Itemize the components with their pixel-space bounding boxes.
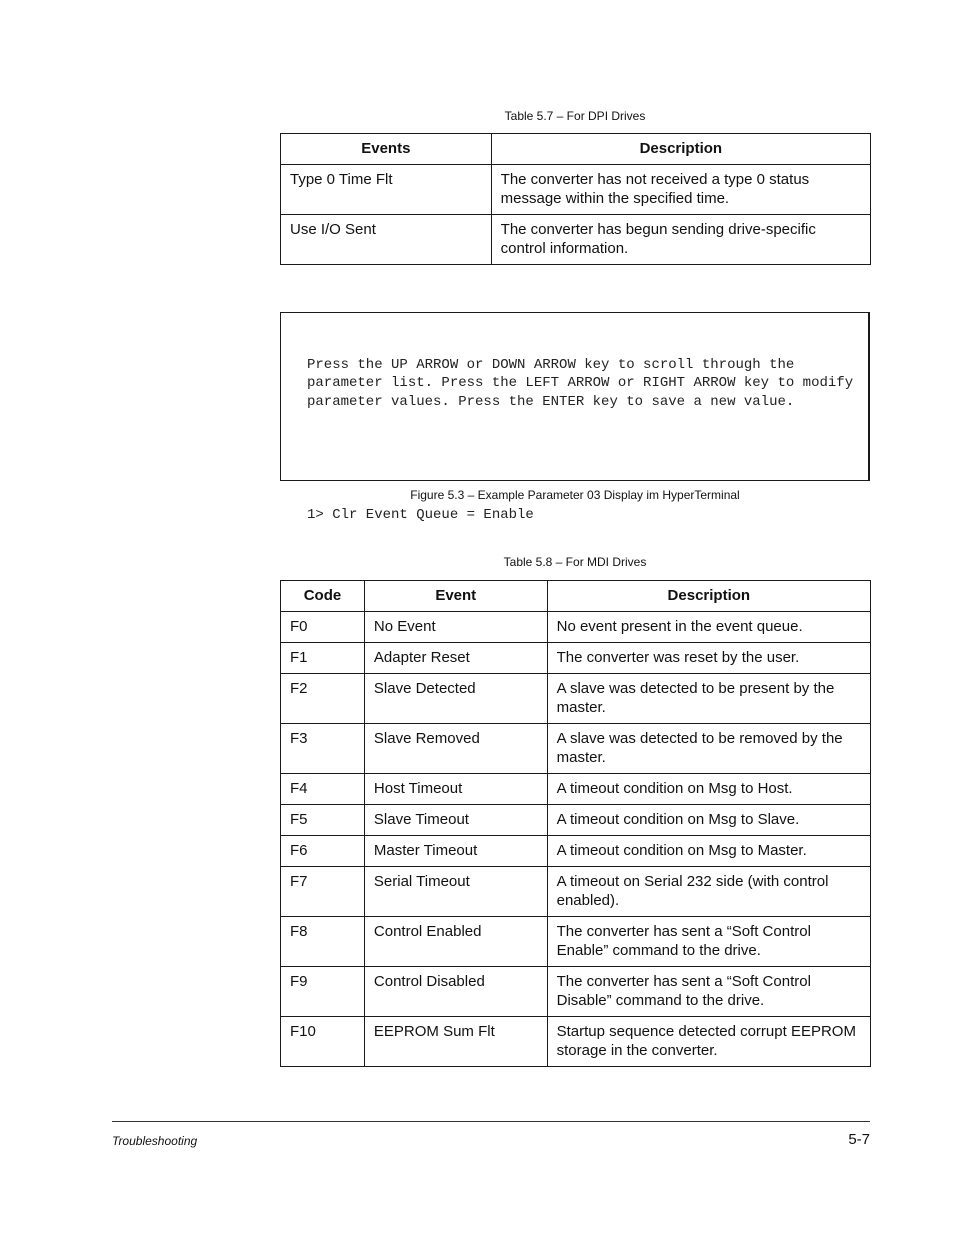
table-row — [281, 165, 871, 215]
table-row — [281, 215, 871, 265]
table-header-row — [281, 134, 871, 165]
event-cell: Control Enabled — [364, 917, 547, 967]
event-cell: Control Disabled — [364, 967, 547, 1017]
code-cell: F4 — [281, 774, 365, 805]
footer-section-title: Troubleshooting — [112, 1134, 198, 1148]
table-row — [281, 643, 871, 674]
table-5-8-caption: Table 5.8 – For MDI Drives — [503, 555, 647, 569]
mdi-events-table — [280, 580, 871, 1067]
code-cell: F3 — [281, 724, 365, 774]
column-header-description: Description — [547, 581, 870, 612]
code-cell: F7 — [281, 867, 365, 917]
event-cell: Slave Detected — [364, 674, 547, 724]
description-cell: A timeout condition on Msg to Master. — [547, 836, 870, 867]
code-cell: F9 — [281, 967, 365, 1017]
table-5-7-caption: Table 5.7 – For DPI Drives — [504, 109, 646, 123]
description-cell: A timeout condition on Msg to Host. — [547, 774, 870, 805]
page-number: 5-7 — [848, 1131, 870, 1148]
code-cell: F5 — [281, 805, 365, 836]
event-cell: No Event — [364, 612, 547, 643]
dpi-events-table — [280, 133, 871, 265]
event-cell: Type 0 Time Flt — [281, 165, 492, 215]
description-cell: The converter was reset by the user. — [547, 643, 870, 674]
terminal-instructions: Press the UP ARROW or DOWN ARROW key to scroll through the parameter list. Press the LEFT ARROW or RIGHT ARROW key to modify parameter values. Press the ENTER key to save a new value. — [307, 356, 862, 411]
description-cell: A slave was detected to be removed by the master. — [547, 724, 870, 774]
event-cell: EEPROM Sum Flt — [364, 1017, 547, 1067]
code-cell: F2 — [281, 674, 365, 724]
table-header-row — [281, 581, 871, 612]
column-header-code: Code — [281, 581, 365, 612]
column-header-event: Event — [364, 581, 547, 612]
description-cell: A timeout on Serial 232 side (with control enabled). — [547, 867, 870, 917]
description-cell: No event present in the event queue. — [547, 612, 870, 643]
table-row — [281, 774, 871, 805]
description-cell: The converter has begun sending drive-specific control information. — [491, 215, 870, 265]
table-row — [281, 867, 871, 917]
footer-divider — [112, 1121, 870, 1122]
table-row — [281, 1017, 871, 1067]
code-cell: F1 — [281, 643, 365, 674]
description-cell: The converter has not received a type 0 status message within the specified time. — [491, 165, 870, 215]
event-cell: Serial Timeout — [364, 867, 547, 917]
code-cell: F10 — [281, 1017, 365, 1067]
column-header-description: Description — [491, 134, 870, 165]
description-cell: A slave was detected to be present by the master. — [547, 674, 870, 724]
description-cell: Startup sequence detected corrupt EEPROM storage in the converter. — [547, 1017, 870, 1067]
description-cell: A timeout condition on Msg to Slave. — [547, 805, 870, 836]
table-row — [281, 917, 871, 967]
description-cell: The converter has sent a “Soft Control Disable” command to the drive. — [547, 967, 870, 1017]
event-cell: Slave Timeout — [364, 805, 547, 836]
table-row — [281, 724, 871, 774]
terminal-parameter-line: 1> Clr Event Queue = Enable — [307, 507, 534, 524]
event-cell: Adapter Reset — [364, 643, 547, 674]
table-row — [281, 674, 871, 724]
code-cell: F6 — [281, 836, 365, 867]
table-row — [281, 967, 871, 1017]
figure-5-3-caption: Figure 5.3 – Example Parameter 03 Display im HyperTerminal — [410, 488, 740, 502]
table-row — [281, 612, 871, 643]
table-row — [281, 836, 871, 867]
event-cell: Host Timeout — [364, 774, 547, 805]
code-cell: F0 — [281, 612, 365, 643]
event-cell: Slave Removed — [364, 724, 547, 774]
event-cell: Master Timeout — [364, 836, 547, 867]
event-cell: Use I/O Sent — [281, 215, 492, 265]
column-header-events: Events — [281, 134, 492, 165]
table-row — [281, 805, 871, 836]
code-cell: F8 — [281, 917, 365, 967]
description-cell: The converter has sent a “Soft Control Enable” command to the drive. — [547, 917, 870, 967]
